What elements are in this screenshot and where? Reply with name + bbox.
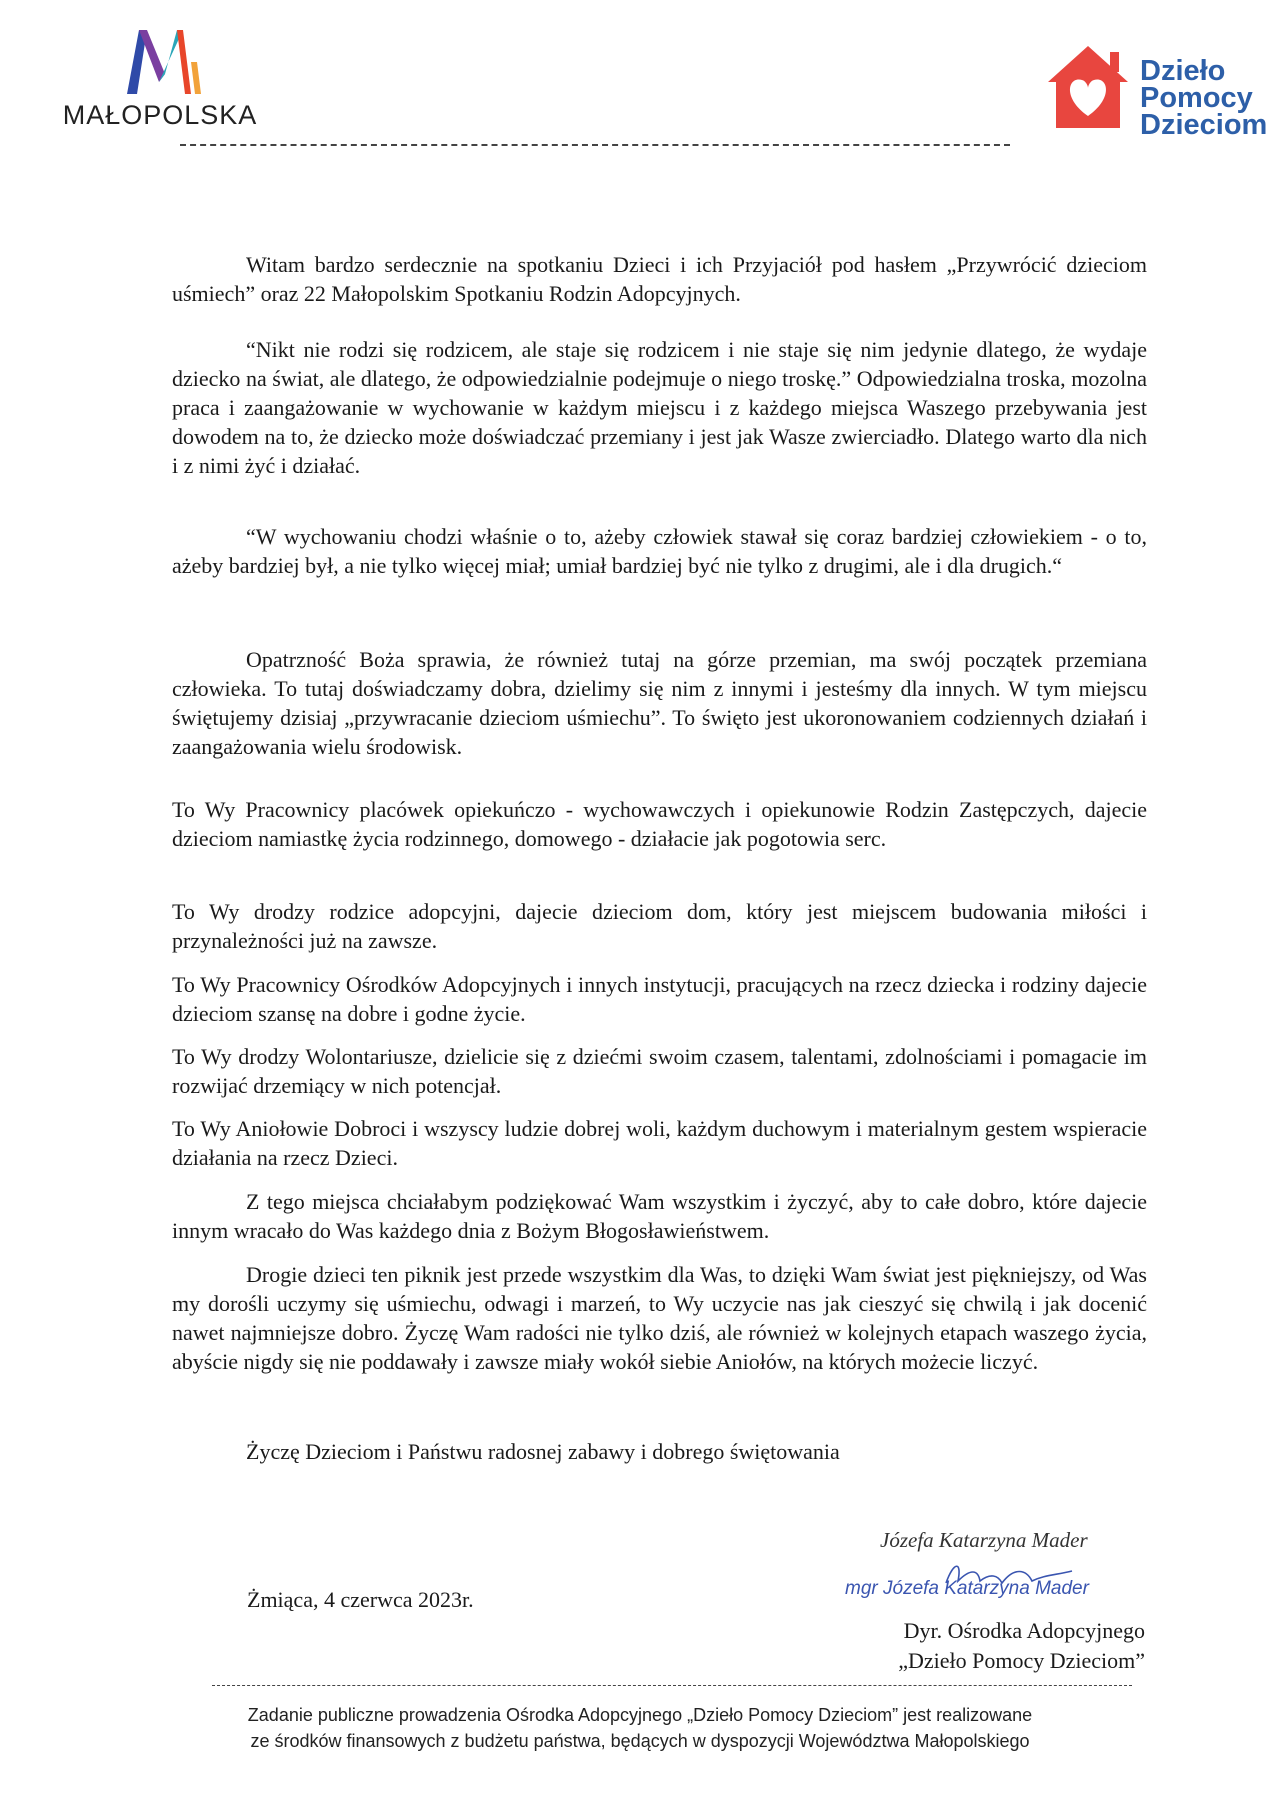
paragraph-12: Życzę Dzieciom i Państwu radosnej zabawy i dobrego świętowania — [246, 1439, 840, 1464]
house-heart-icon — [1040, 40, 1140, 135]
paragraph-4: Opatrzność Boża sprawia, że również tutaj na górze przemian, ma swój początek przemiana człowieka. To tutaj doświadczamy dobra, dzielimy się nim z innymi i jesteśmy dla innych. W tym miejscu świętujemy dzisiaj „przywracanie dzieciom uśmiechu”. To święto jest ukoronowaniem codziennych działań i zaangażowania wielu środowisk. — [172, 647, 1147, 759]
footer-divider — [212, 1685, 1132, 1686]
signature-stamp: mgr Józefa Katarzyna Mader — [845, 1578, 1089, 1599]
paragraph-3: “W wychowaniu chodzi właśnie o to, ażeby człowiek stawał się coraz bardziej człowiekiem - o to, ażeby bardziej był, a nie tylko więcej miał; umiał bardziej być nie tylko z drugimi, ale i dla drugich.“ — [172, 524, 1147, 578]
dpd-logo-line-1: Dzieło — [1140, 55, 1226, 87]
footer-note — [140, 1702, 1140, 1754]
place-date: Żmiąca, 4 czerwca 2023r. — [247, 1587, 474, 1612]
dpd-logo — [1040, 40, 1280, 150]
malopolska-m-icon — [125, 22, 205, 97]
malopolska-logo — [60, 22, 260, 132]
dpd-logo-line-2: Pomocy — [1140, 82, 1253, 114]
paragraph-5: To Wy Pracownicy placówek opiekuńczo - wychowawczych i opiekunowie Rodzin Zastępczych, dajecie dzieciom namiastkę życia rodzinnego, domowego - działacie jak pogotowia serc. — [172, 797, 1147, 851]
signature-role-line-1: Dyr. Ośrodka Adopcyjnego — [903, 1618, 1145, 1643]
malopolska-logo-text: MAŁOPOLSKA — [62, 100, 258, 130]
dpd-logo-text — [1140, 55, 1268, 141]
paragraph-2: “Nikt nie rodzi się rodzicem, ale staje się rodzicem i nie staje się nim jedynie dlatego, że wydaje dziecko na świat, ale dlatego, że odpowiedzialnie podejmuje o niego troskę.” Odpowiedzialna troska, mozolna praca i zaangażowanie w wychowanie w każdym miejscu i z każdego miejsca Waszego przebywania jest dowodem na to, że dziecko może doświadczać przemiany i jest jak Wasze zwierciadło. Dlatego warto dla nich i z nimi żyć i działać. — [172, 337, 1147, 478]
paragraph-10: Z tego miejsca chciałabym podziękować Wam wszystkim i życzyć, aby to całe dobro, które dajecie innym wracało do Was każdego dnia z Bożym Błogosławieństwem. — [172, 1189, 1147, 1243]
signature-role-line-2: „Dzieło Pomocy Dzieciom” — [898, 1648, 1145, 1673]
paragraph-9: To Wy Aniołowie Dobroci i wszyscy ludzie dobrej woli, każdym duchowym i materialnym gestem wspieracie działania na rzecz Dzieci. — [172, 1116, 1147, 1170]
paragraph-11: Drogie dzieci ten piknik jest przede wszystkim dla Was, to dzięki Wam świat jest piękniejszy, od Was my dorośli uczymy się uśmiechu, odwagi i marzeń, to Wy uczycie nas jak cieszyć się chwilą i jak docenić nawet najmniejsze dobro. Życzę Wam radości nie tylko dziś, ale również w kolejnych etapach waszego życia, abyście nigdy się nie poddawały i zawsze miały wokół siebie Aniołów, na których możecie liczyć. — [172, 1262, 1147, 1374]
footer-note-line-2: ze środków finansowych z budżetu państwa, będących w dyspozycji Województwa Małopolskiego — [250, 1731, 1030, 1751]
dpd-logo-line-3: Dzieciom — [1140, 109, 1268, 141]
paragraph-8: To Wy drodzy Wolontariusze, dzielicie się z dziećmi swoim czasem, talentami, zdolnościami i pomagacie im rozwijać drzemiący w nich potencjał. — [172, 1044, 1147, 1098]
paragraph-6: To Wy drodzy rodzice adopcyjni, dajecie dzieciom dom, który jest miejscem budowania miłości i przynależności już na zawsze. — [172, 899, 1147, 953]
paragraph-7: To Wy Pracownicy Ośrodków Adopcyjnych i innych instytucji, pracujących na rzecz dziecka i rodziny dajecie dzieciom szansę na dobre i godne życie. — [172, 972, 1147, 1026]
paragraph-1: Witam bardzo serdecznie na spotkaniu Dzieci i ich Przyjaciół pod hasłem „Przywrócić dzieciom uśmiech” oraz 22 Małopolskim Spotkaniu Rodzin Adopcyjnych. — [172, 252, 1147, 306]
header-divider — [180, 144, 1010, 146]
footer-note-line-1: Zadanie publiczne prowadzenia Ośrodka Adopcyjnego „Dzieło Pomocy Dzieciom” jest realizowane — [247, 1705, 1033, 1725]
signature-name: Józefa Katarzyna Mader — [880, 1528, 1088, 1552]
signature-role — [800, 1616, 1145, 1676]
